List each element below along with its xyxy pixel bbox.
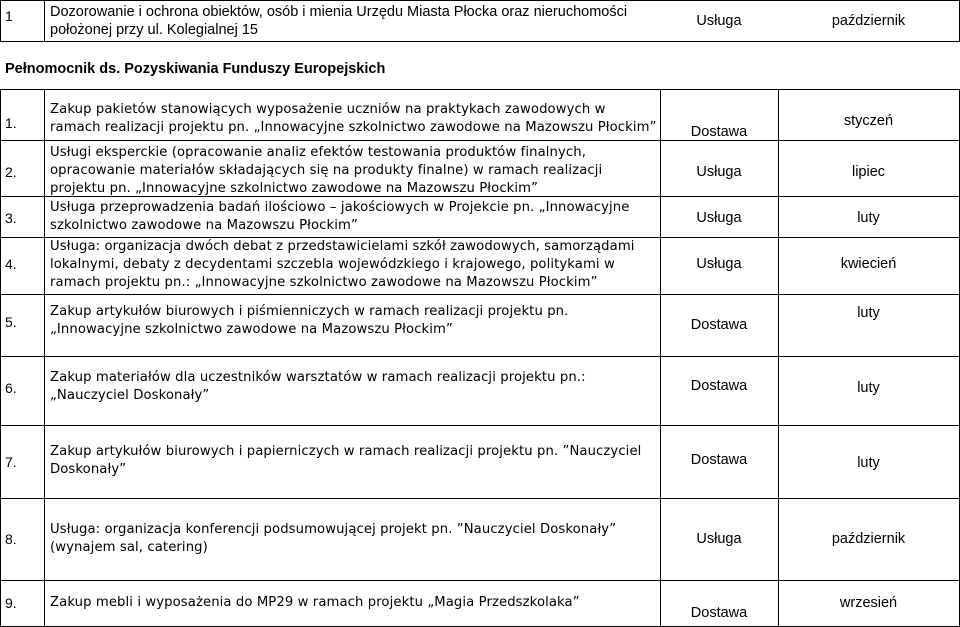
grid-line <box>0 580 960 581</box>
row-number: 2. <box>5 164 17 180</box>
grid-line <box>0 425 960 426</box>
row-type: Usługa <box>696 256 742 272</box>
row-number: 1. <box>5 115 17 131</box>
row-number: 5. <box>5 314 17 330</box>
row-description: Usługa: organizacja konferencji podsumowującej projekt pn. ”Nauczyciel Doskonały” (wynajem sal, catering) <box>50 522 617 555</box>
row-month: luty <box>857 305 880 321</box>
row-type: Dostawa <box>690 605 748 621</box>
row-month: luty <box>857 455 880 471</box>
row-description: Usługa przeprowadzenia badań ilościowo – jakościowych w Projekcie pn. „Innowacyjne szkolnictwo zawodowe na Mazowszu Płockim” <box>50 200 630 233</box>
row-number: 7. <box>5 454 17 470</box>
row-type: Dostawa <box>690 452 748 468</box>
row-number: 3. <box>5 210 17 226</box>
grid-line <box>0 0 1 42</box>
row-description: Zakup artykułów biurowych i piśmienniczych w ramach realizacji projektu pn. „Innowacyjne szkolnictwo zawodowe na Mazowszu Płockim” <box>50 304 569 337</box>
row-month: luty <box>857 380 880 396</box>
row-description: Zakup mebli i wyposażenia do MP29 w ramach projektu „Magia Przedszkolaka” <box>50 595 580 610</box>
row-month: wrzesień <box>839 595 898 611</box>
row-description: Zakup materiałów dla uczestników warsztatów w ramach realizacji projektu pn.: „Nauczyciel Doskonały” <box>50 370 586 403</box>
row-type: Dostawa <box>690 317 748 333</box>
row-month: kwiecień <box>840 256 897 272</box>
row-type: Usługa <box>696 531 742 547</box>
row-description: Usługi eksperckie (opracowanie analiz efektów testowania produktów finalnych, opracowanie materiałów składających się na produkty finalne) w ramach realizacji projektu pn. „Innowacyjne szkolnictwo zawodowe na Mazowszu Płockim” <box>50 145 603 196</box>
grid-line <box>0 356 960 357</box>
row-month: luty <box>857 210 880 226</box>
row-type: Usługa <box>696 210 742 226</box>
grid-line <box>0 294 960 295</box>
row-number: 1 <box>5 8 13 24</box>
row-description: Usługa: organizacja dwóch debat z przedstawicielami szkół zawodowych, samorządami lokalnymi, debaty z decydentami szczebla wojewódzkiego i krajowego, politykami w ramach projektu pn.: „Innowacyjne szkolnictwo zawodowe na Mazowszu Płockim” <box>50 239 635 290</box>
row-description: Dozorowanie i ochrona obiektów, osób i mienia Urzędu Miasta Płocka oraz nieruchomości położonej przy ul. Kolegialnej 15 <box>50 4 628 38</box>
row-month: październik <box>831 13 906 29</box>
row-number: 6. <box>5 380 17 396</box>
grid-line <box>0 41 960 42</box>
row-month: październik <box>831 531 906 547</box>
grid-line <box>44 0 45 42</box>
row-number: 4. <box>5 256 17 272</box>
row-type: Usługa <box>696 13 742 29</box>
row-description: Zakup pakietów stanowiących wyposażenie uczniów na praktykach zawodowych w ramach realizacji projektu pn. „Innowacyjne szkolnictwo zawodowe na Mazowszu Płockim” <box>50 102 657 135</box>
grid-line <box>0 140 960 141</box>
grid-line <box>0 89 1 627</box>
row-month: lipiec <box>851 164 886 180</box>
grid-line <box>0 0 960 1</box>
row-description: Zakup artykułów biurowych i papierniczych w ramach realizacji projektu pn. ”Nauczyciel Doskonały” <box>50 444 642 477</box>
row-month: styczeń <box>843 113 894 129</box>
row-number: 9. <box>5 595 17 611</box>
grid-line <box>0 498 960 499</box>
grid-line <box>0 89 960 90</box>
grid-line <box>44 89 45 627</box>
section-title: Pełnomocnik ds. Pozyskiwania Funduszy Europejskich <box>5 61 386 77</box>
row-type: Usługa <box>696 164 742 180</box>
row-type: Dostawa <box>690 378 748 394</box>
row-type: Dostawa <box>690 124 748 140</box>
row-number: 8. <box>5 531 17 547</box>
